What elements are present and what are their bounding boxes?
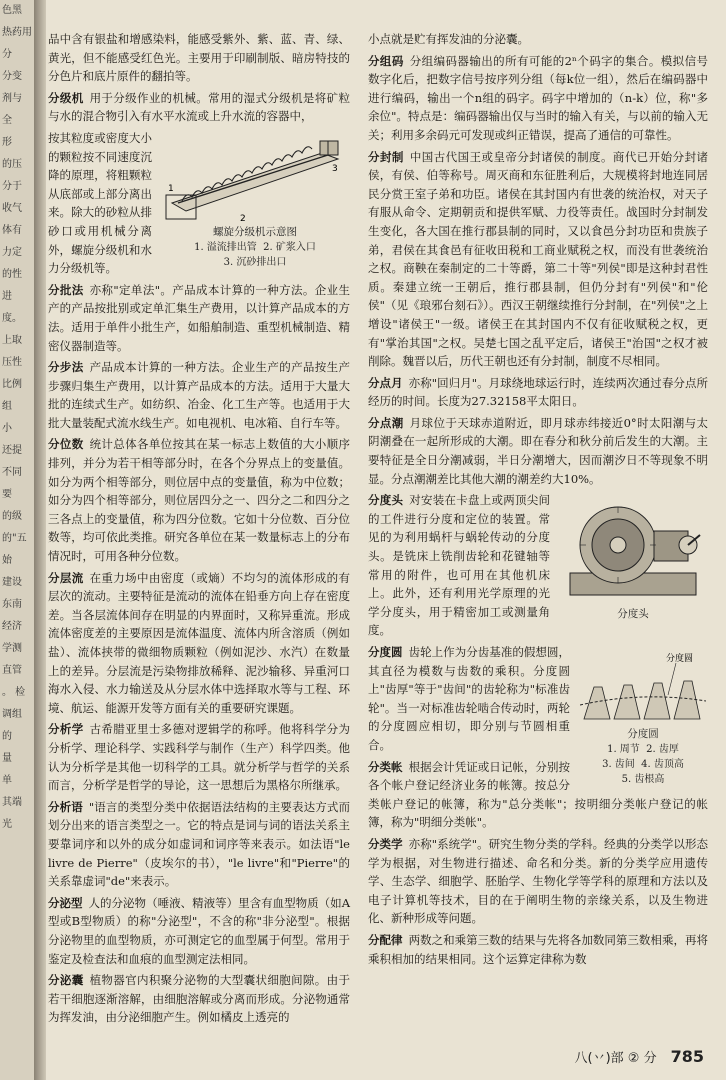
entry-text: 亦称"回归月"。月球绕地球运行时，连续两次通过春分点所经历的时间。长度为27.32158平太阳日。 bbox=[368, 375, 709, 409]
entry-text: 对安装在卡盘上或两顶尖间的工件进行分度和定位的装置。常见的为利用蜗杆与蜗轮传动的分度头。是铣床上铣削齿轮和花键轴等常用的附件，也可用在其他机床上。此外，还有利用光学原理的光学分度头，用于精密加工或测量角度。 bbox=[368, 493, 550, 638]
previous-page-fragment: 光 bbox=[2, 819, 12, 830]
previous-page-fragment: 体有 bbox=[2, 225, 22, 236]
entry-text: 分组编码器输出的所有可能的2ⁿ个码字的集合。模拟信号数字化后，把数字信号按序列分组（每k位一组），然后在编码器中进行编码，输出一个n组的码字。码字中增加的（n-k）位，称"多余位"。特点是：编码器输出仅与当时的输入有关，与以前的输入无关；利用多余码元可发现或纠正错误，提高了通信的可靠性。 bbox=[368, 53, 708, 142]
previous-page-fragment: 小 bbox=[2, 423, 12, 434]
page-footer bbox=[575, 1047, 704, 1066]
callout-1: 1 bbox=[168, 183, 174, 194]
previous-page-fragment: 要 bbox=[2, 489, 12, 500]
entry-headword: 分类帐 bbox=[368, 759, 403, 774]
right-column bbox=[368, 30, 708, 971]
page-number: 785 bbox=[670, 1047, 704, 1066]
entry-text: 品中含有银盐和增感染料，能感受紫外、紫、蓝、青、绿、黄光，但不能感受红色光。主要用于印刷制版、暗房特技的分色片和底片原件的翻拍等。 bbox=[48, 32, 350, 84]
legend-item: 3. 沉砂排出口 bbox=[223, 256, 287, 268]
previous-page-fragment: 力定 bbox=[2, 247, 22, 258]
previous-page-fragment: 其端 bbox=[2, 797, 22, 808]
previous-page-fragment: 学测 bbox=[2, 643, 22, 654]
entry-headword: 分析学 bbox=[48, 722, 84, 737]
previous-page-fragment: 色黑 bbox=[2, 5, 22, 16]
previous-page-fragment: 还提 bbox=[2, 445, 22, 456]
entry-headword: 分点潮 bbox=[368, 415, 404, 430]
entry bbox=[48, 30, 350, 86]
entry-text: 用于分级作业的机械。常用的湿式分级机是将矿粒与水的混合物引入有水平水流或上升水流的容器中， bbox=[48, 90, 350, 124]
entry-headword: 分组码 bbox=[368, 53, 404, 68]
entry-headword: 分点月 bbox=[368, 375, 403, 390]
spiral-classifier-drawing bbox=[162, 133, 348, 225]
entry-text: 产品成本计算的一种方法。企业生产的产品按生产步骤归集生产费用，以计算产品成本的方法。适用于大量大批的连续式生产。如纺织、冶金、化工生产等。也适用于大批大量装配式流水线生产。如电视机、电冰箱、自行车等。 bbox=[48, 360, 350, 430]
pitch-circle-figure bbox=[578, 647, 708, 787]
legend-item: 2. 齿厚 bbox=[646, 744, 679, 755]
entry bbox=[368, 30, 708, 49]
figure-title: 螺旋分级机示意图 bbox=[213, 225, 297, 238]
entry-headword: 分泌型 bbox=[48, 895, 83, 910]
entry bbox=[368, 414, 708, 488]
entry bbox=[48, 358, 350, 432]
previous-page-fragment: 调组 bbox=[2, 709, 22, 720]
entry bbox=[48, 971, 350, 1027]
previous-page-fragment: 度。 bbox=[2, 313, 22, 324]
entry-headword: 分泌囊 bbox=[48, 973, 84, 988]
previous-page-fragment: 剂与 bbox=[2, 93, 22, 104]
entry-text: 按其粒度或密度大小的颗粒按不同速度沉降的原理，将粗颗粒从底部或上部分离出来。除大的砂粒从排砂口或用机械分离外，螺旋分级机和水力分级机等。 bbox=[48, 130, 152, 276]
previous-page-fragment: 热药用 bbox=[2, 27, 32, 38]
entry bbox=[48, 281, 350, 355]
figure-title: 分度圆 bbox=[627, 728, 659, 740]
pitch-circle-drawing bbox=[580, 647, 706, 727]
entry-text: 齿轮上作为分齿基准的假想圆，其直径为模数与齿数的乘积。分度圆上"齿厚"等于"齿间"的齿轮称为"标准齿轮"。当一对标准齿轮啮合传动时，两轮的分度圆应相切，即分别与节圆相重合。 bbox=[368, 645, 570, 752]
entry-headword: 分度圆 bbox=[368, 645, 403, 659]
entry bbox=[368, 931, 708, 968]
section-marker: 八(丷)部 ② 分 bbox=[574, 1051, 657, 1066]
entry-text: 亦称"系统学"。研究生物分类的学科。经典的分类学以形态学为根据，对生物进行描述、命名和分类。新的分类学应用遗传学、生态学、细胞学、胚胎学、生物化学等学科的原理和方法以及电子计算机等技术，目的在于阐明生物的亲缘关系，以及生物进化、新种形成等问题。 bbox=[368, 836, 709, 926]
figure-title: 分度头 bbox=[617, 608, 649, 621]
entry-headword: 分析语 bbox=[48, 799, 83, 814]
entry-text: 人的分泌物（唾液、精液等）里含有血型物质（如A型或B型物质）的称"分泌型"，不含的称"非分泌型"。根据分泌物里的血型物质，亦可测定它的血型属于何型。常用于鉴定及检查法和血痕的血型测定法相同。 bbox=[48, 895, 350, 966]
entry-headword: 分度头 bbox=[368, 493, 404, 508]
previous-page-fragment: 单 bbox=[2, 775, 12, 786]
entry bbox=[368, 835, 708, 928]
legend-item: 2. 矿浆入口 bbox=[263, 241, 316, 253]
book-gutter bbox=[34, 0, 46, 1080]
previous-page-fragment: 形 bbox=[2, 137, 12, 148]
previous-page-fragment: 比例 bbox=[2, 379, 22, 390]
previous-page-fragment: 东南 bbox=[2, 599, 22, 610]
previous-page-fragment: 的级 bbox=[2, 511, 22, 522]
previous-page-fragment: 压性 bbox=[2, 357, 22, 368]
entry-headword: 分级机 bbox=[48, 90, 84, 105]
entry bbox=[48, 720, 350, 794]
previous-page-fragment: 收气 bbox=[2, 203, 22, 214]
entry bbox=[48, 798, 350, 891]
callout-2: 2 bbox=[240, 213, 246, 224]
entry-headword: 分步法 bbox=[48, 360, 84, 375]
legend-item: 5. 齿根高 bbox=[621, 774, 665, 785]
entry-headword: 分位数 bbox=[48, 437, 84, 452]
entry-text: 月球位于天球赤道附近，即月球赤纬接近0°时太阳潮与太阴潮叠在一起所形成的大潮。即在春分和秋分前后发生的大潮。主要特征是全日分潮减弱，半日分潮增大，因而潮汐日不等现象不明显。分点潮潮差比其他大潮的潮差约大10%。 bbox=[368, 415, 708, 486]
previous-page-fragment: 全 bbox=[2, 115, 12, 126]
entry bbox=[368, 148, 708, 371]
entry-text: 根据会计凭证或日记帐，分别按各个帐户登记经济业务的帐簿。按总分类帐户登记的帐簿，称为"总分类帐"；按明细分类帐户登记的帐簿，称为"明细分类帐"。 bbox=[368, 759, 708, 830]
previous-page-fragment: 始 bbox=[2, 555, 12, 566]
dividing-head-drawing bbox=[560, 495, 706, 607]
previous-page-fragment: 分于 bbox=[2, 181, 22, 192]
entry-text: 亦称"定单法"。产品成本计算的一种方法。企业生产的产品按批别或定单汇集生产费用，以计算产品成本的方法。适用于单件小批生产，如船舶制造、重型机械制造、精密仪器制造等。 bbox=[48, 282, 351, 353]
previous-page-fragment: 组 bbox=[2, 401, 12, 412]
callout-3: 3 bbox=[332, 163, 338, 174]
previous-page-fragment: 直管 bbox=[2, 665, 22, 676]
entry-text: "语言的类型分类中依据语法结构的主要表达方式而划分出来的语言类型之一。它的特点是词与词的语法关系主要靠词序和以外的成分如虚词和词序等来表示。如法语"le livre de Pierre"（皮埃尔的书），"le livre"和"Pierre"的关系靠虚词"de"来表示。 bbox=[48, 799, 350, 889]
entry-text: 小点就是贮有挥发油的分泌囊。 bbox=[368, 32, 529, 46]
dividing-head-figure bbox=[558, 495, 708, 622]
entry-text: 在重力场中由密度（或熵）不均匀的流体形成的有层次的流动。主要特征是流动的流体在铅垂方向上存在密度差。当各层流体间存在明显的内界面时，又称异重流。形成流体密度差的主要原因是流体温度、流体内所含溶质（例如盐）、流体挟带的微细物质颗粒（例如泥沙、水汽）在数量上的差异。分层流是污染物排放稀释、泥沙输移、异重河口海水入侵、水力输送及从分层水体中选择取水等与工程、环境、航运、能源开发等方面有关的重要研究课题。 bbox=[48, 570, 350, 715]
entry-headword: 分类学 bbox=[368, 836, 403, 851]
pitch-circle-tag: 分度圆 bbox=[666, 654, 694, 664]
previous-page-fragment: 的"五 bbox=[2, 533, 27, 544]
entry bbox=[48, 894, 350, 968]
entry-headword: 分层流 bbox=[48, 570, 84, 585]
spiral-classifier-figure bbox=[160, 133, 350, 270]
entry-text: 统计总体各单位按其在某一标志上数值的大小顺序排列，并分为若干相等部分时，在各个分界点上的变量值。如分为两个相等部分，则位居中点的变量值，称为中位数；如分为四个相等部分，则位居四分之一、四分之二和四分之三各点上的变量值，称为四分位数。它如十分位数、百分位数等，均可依此类推。研究各单位在某一数量标志上的分布情况时，可用各种分位数。 bbox=[48, 437, 350, 564]
previous-page-fragment: 分 bbox=[2, 49, 12, 60]
entry bbox=[368, 52, 708, 145]
entry bbox=[48, 569, 350, 718]
previous-page-fragment: 进 bbox=[2, 291, 12, 302]
entry-text: 植物器官内积聚分泌物的大型囊状细胞间隙。由于若干细胞逐渐溶解，由细胞溶解或分离而形成。分泌物通常为挥发油，由分泌细胞产生。例如橘皮上透亮的 bbox=[48, 973, 350, 1025]
entry-text: 两数之和乘第三数的结果与先将各加数同第三数相乘，再将乘积相加的结果相同。这个运算定律称为数 bbox=[368, 932, 709, 966]
entry-text: 中国古代国王或皇帝分封诸侯的制度。商代已开始分封诸侯，有侯、伯等称号。周灭商和东征胜利后，大规模将封地连同居民分赏王室子弟和功臣。诸侯在其封国内有世袭的统治权，对天子有服从命令、定期朝贡和提供军赋、力役等责任。战国时分封制发生变化，各大国在推行郡县制的同时，又以食邑分封功臣和贵族子弟，君侯在其食邑有征收田税和工商业赋税之权，而没有世袭统治之权。商鞅在秦制定的二十等爵，第二十等"列侯"即是这种封君性质。秦建立统一王朝后，推行郡县制，但仍分封有"列侯"和"伦侯"（见《琅邪台刻石》）。西汉王朝继续推行分封制，在"列侯"之上增设"诸侯王"一级。诸侯王在其封国内不仅有征收赋税之权，更有"掌治其国"之权。吴楚七国之乱平定后，诸侯王"治国"之权才被削除。魏晋以后，历代王朝也还有分封制，制度不尽相同。 bbox=[368, 149, 709, 369]
entry bbox=[368, 374, 708, 411]
entry-text: 古希腊亚里士多德对逻辑学的称呼。他将科学分为分析学、理论科学、实践科学与制作（生产）科学四类。他认为分析学是其他一切科学的工具。就分析学与哲学的关系而言，分析学是哲学的导论，这一思想后为黑格尔所继承。 bbox=[48, 722, 350, 793]
legend-item: 1. 溢流排出管 bbox=[194, 241, 257, 253]
previous-page-edge bbox=[0, 0, 35, 1080]
previous-page-fragment: 上取 bbox=[2, 335, 22, 346]
legend-item: 4. 齿顶高 bbox=[641, 759, 684, 770]
entry bbox=[48, 89, 350, 126]
previous-page-fragment: 经济 bbox=[2, 621, 22, 632]
previous-page-fragment: 的性 bbox=[2, 269, 22, 280]
entry-headword: 分封制 bbox=[368, 149, 404, 164]
previous-page-fragment: 。 检 bbox=[2, 687, 26, 698]
entry bbox=[48, 435, 350, 565]
previous-page-fragment: 不同 bbox=[2, 467, 22, 478]
previous-page-fragment: 建设 bbox=[2, 577, 22, 588]
previous-page-fragment: 的 bbox=[2, 731, 12, 742]
legend-item: 1. 周节 bbox=[607, 744, 640, 755]
previous-page-fragment: 量 bbox=[2, 753, 12, 764]
entry-headword: 分配律 bbox=[368, 932, 403, 947]
left-column bbox=[48, 30, 350, 1030]
entry-headword: 分批法 bbox=[48, 282, 84, 297]
previous-page-fragment: 的压 bbox=[2, 159, 22, 170]
previous-page-fragment: 分变 bbox=[2, 71, 22, 82]
legend-item: 3. 齿间 bbox=[602, 759, 635, 770]
